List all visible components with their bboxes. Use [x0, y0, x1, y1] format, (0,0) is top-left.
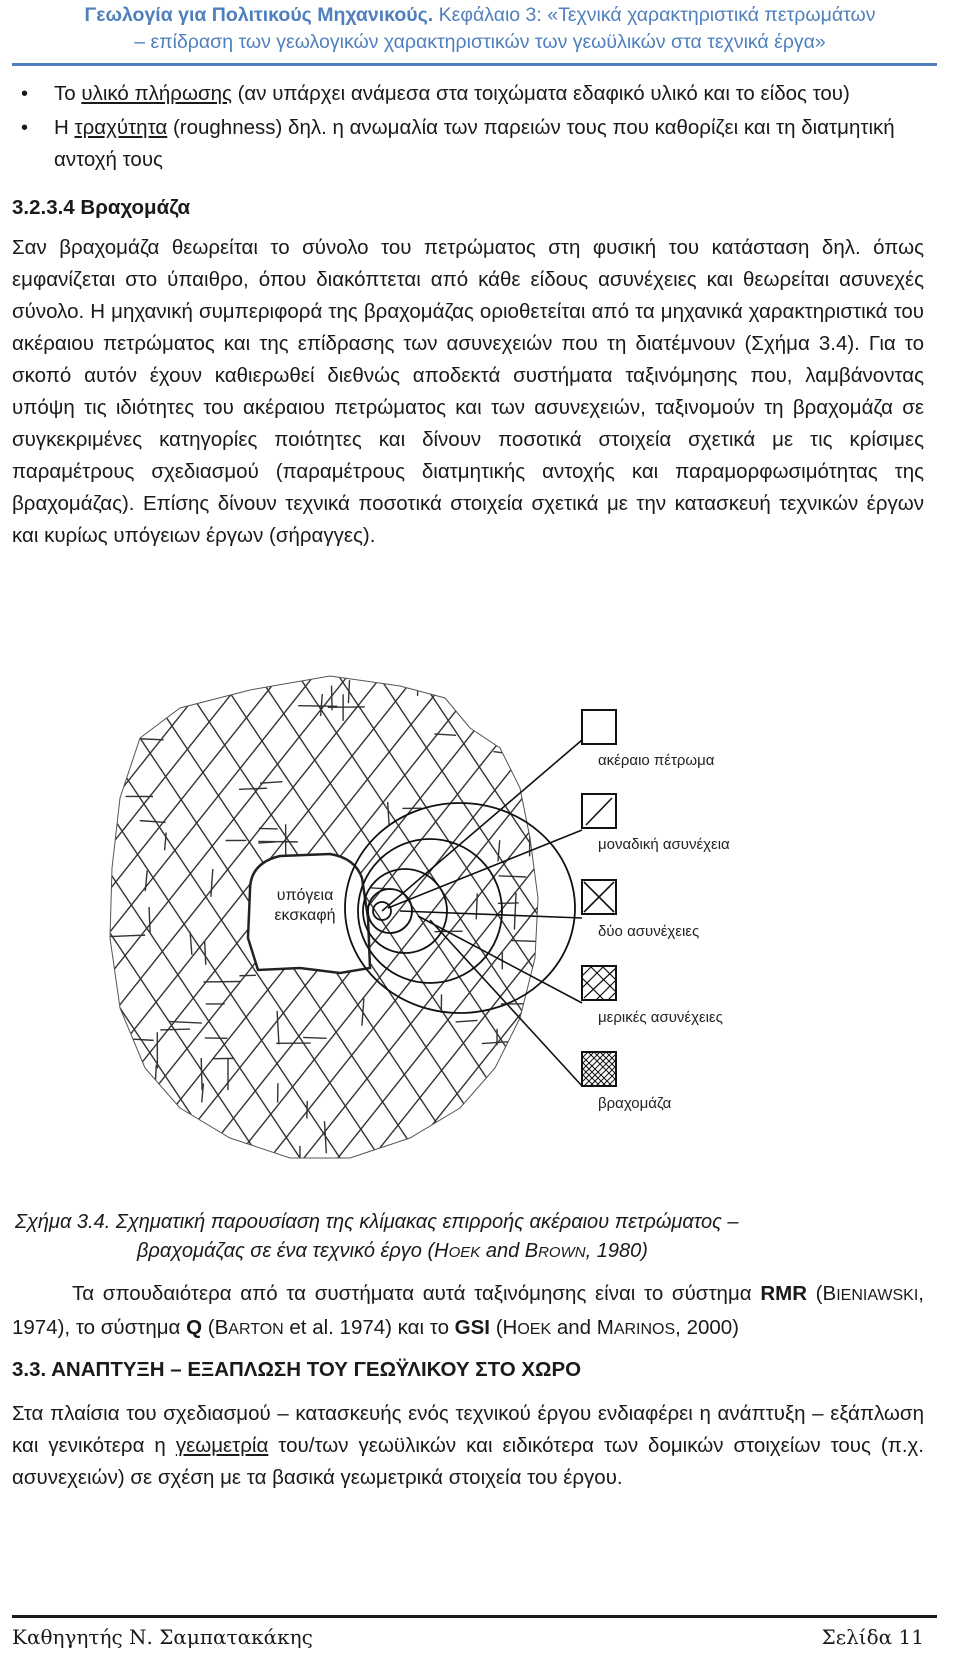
- caption-text: and: [480, 1240, 525, 1262]
- legend: [582, 710, 730, 1112]
- joint-line: [234, 1142, 235, 1172]
- caption-text: βραχομάζας σε ένα τεχνικό έργο (: [137, 1240, 435, 1262]
- q-term: Q: [186, 1316, 203, 1339]
- joint-line: [800, 668, 820, 1178]
- caption-author: ROWN: [538, 1244, 586, 1261]
- paragraph-classification: [12, 1278, 924, 1346]
- joint-line: [141, 692, 166, 693]
- joint-line: [139, 739, 163, 740]
- joint-line: [388, 802, 390, 826]
- bullet-list: [12, 78, 924, 176]
- author: B: [214, 1316, 229, 1339]
- joint-line: [324, 1121, 326, 1153]
- joint-line: [688, 668, 820, 1178]
- joint-line: [140, 821, 166, 823]
- joint-line: [100, 668, 132, 1178]
- excavation-label-1: υπόγεια: [276, 887, 334, 904]
- joint-line: [434, 734, 456, 735]
- text: and: [551, 1316, 597, 1339]
- main-content: [12, 78, 924, 552]
- joint-line: [100, 668, 166, 1178]
- legend-intact-rock: [582, 710, 715, 769]
- list-item: [12, 78, 924, 110]
- joint-line: [321, 694, 323, 716]
- link-filling-material[interactable]: υλικό πλήρωσης: [81, 82, 232, 105]
- author: ARINOS: [613, 1321, 676, 1338]
- legend-label: μερικές ασυνέχειες: [598, 1009, 723, 1026]
- bullet-text: (αν υπάρχει ανάμεσα στα τοιχώματα εδαφικό υλικό και το είδος του): [231, 82, 850, 105]
- legend-two-discontinuities: [582, 880, 699, 940]
- text: Τα σπουδαιότερα από τα συστήματα αυτά ταξινόμησης είναι το σύστημα: [72, 1282, 761, 1305]
- excavation-label-2: εκσκαφή: [274, 907, 336, 924]
- author: H: [502, 1316, 518, 1339]
- rock-mass-figure: [100, 668, 820, 1178]
- joint-line: [525, 1069, 526, 1094]
- joint-line: [512, 941, 552, 942]
- text: , 1974), το σύστημα: [12, 1282, 924, 1339]
- legend-rock-mass: [582, 1052, 672, 1112]
- joint-line: [178, 668, 608, 1178]
- gsi-term: GSI: [454, 1316, 490, 1339]
- joint-line: [400, 668, 760, 1178]
- legend-single-discontinuity: [582, 794, 730, 853]
- header-course: Γεωλογία για Πολιτικούς Μηχανικούς.: [84, 4, 434, 26]
- joint-line: [205, 942, 206, 965]
- joint-line: [145, 870, 147, 891]
- joint-line: [100, 668, 234, 1178]
- header-chapter: Κεφάλαιο 3: «Τεχνικά χαρακτηριστικά πετρωμάτων: [433, 4, 876, 26]
- joint-line: [135, 702, 137, 722]
- joint-line: [760, 668, 820, 1178]
- joint-line: [476, 893, 477, 919]
- paragraph-rock-mass: Σαν βραχομάζα θεωρείται το σύνολο του πετρώματος στη φυσική του κατάσταση δηλ. όπως εμφανίζεται στο ύπαιθρο, όπου διακόπτεται από κάθε είδους ασυνέχειες και θεωρείται ασυνεχές σύνολο. Η μηχανική συμπεριφορά της βραχομάζας οριοθετείται από τα μηχανικά χαρακτηριστικά του ακέραιου πετρώματος και της επίδρασης των ασυνεχειών που τη διατέμνουν (Σχήμα 3.4). Για το σκοπό αυτόν έχουν καθιερωθεί διεθνώς αποδεκτά συστήματα ταξινόμησης που, λαμβάνοντας υπόψη τις ιδιότητες του ακέραιου πετρώματος και των ασυνεχειών, ταξινομούν τη βραχομάζα σε συγκεκριμένες κατηγορίες ποιότητες και δίνουν ποσοτικά στοιχεία σχετικά με τις κρίσιμες παραμέτρους σχεδιασμού (παραμέτρους διατμητικής αντοχής και παραμορφωσιμότητας της βραχομάζας). Επίσης δίνουν τεχνικά ποσοτικά στοιχεία σχετικά με την κατασκευή τεχνικών έργων και κυρίως υπόγειων έργων (σήραγγες).: [12, 236, 924, 547]
- joint-line: [149, 907, 150, 932]
- legend-several-discontinuities: [582, 966, 723, 1026]
- joint-line: [179, 692, 217, 694]
- joint-line: [348, 680, 349, 703]
- legend-label: ακέραιο πέτρωμα: [598, 752, 715, 769]
- footer-page-number: Σελίδα 11: [821, 1625, 924, 1649]
- caption-author: OEK: [448, 1244, 481, 1261]
- paragraph-text: [12, 1278, 924, 1346]
- header-divider: [12, 63, 937, 66]
- link-geometry[interactable]: γεωμετρία: [175, 1434, 269, 1457]
- bullet-text: Το: [54, 82, 82, 105]
- joint-line: [418, 1149, 419, 1178]
- bullet-text: Η: [54, 116, 75, 139]
- joint-line: [720, 668, 820, 1178]
- joint-line: [127, 1039, 153, 1041]
- bullet-text: (roughness) δηλ. η ανωμαλία των παρειών τους που καθορίζει και τη διατμητική αντοχή τους: [54, 116, 895, 171]
- list-item: [12, 112, 924, 176]
- author: ARTON: [228, 1321, 284, 1338]
- author: OEK: [517, 1321, 552, 1338]
- joint-line: [331, 686, 332, 711]
- caption-line-2: [0, 1237, 960, 1267]
- joint-line: [277, 1011, 279, 1044]
- rmr-term: RMR: [760, 1282, 807, 1305]
- footer-author: Καθηγητής Ν. Σαμπατακάκης: [12, 1625, 313, 1649]
- joint-line: [514, 893, 516, 930]
- legend-label: βραχομάζα: [598, 1095, 672, 1112]
- legend-label: μοναδική ασυνέχεια: [598, 836, 730, 853]
- section-heading-3-3: 3.3. ΑΝΑΠΤΥΞΗ – ΕΞΑΠΛΩΣΗ ΤΟΥ ΓΕΩΫΛΙΚΟΥ ΣΤΟ ΧΩΡΟ: [12, 1358, 582, 1381]
- joint-line: [546, 996, 565, 997]
- figure-caption: [0, 1208, 960, 1267]
- caption-text: , 1980): [585, 1240, 648, 1262]
- joint-line: [680, 668, 820, 1178]
- joint-line: [348, 668, 778, 1178]
- rock-mass-joints: [100, 668, 820, 1178]
- joint-line: [418, 675, 419, 696]
- joint-line: [722, 668, 820, 1178]
- author: IENIAWSKI: [836, 1287, 919, 1304]
- joint-line: [362, 998, 364, 1025]
- caption-line-1: Σχήμα 3.4. Σχηματική παρουσίαση της κλίμακας επιρροής ακέραιου πετρώματος –: [15, 1211, 739, 1233]
- joint-line: [756, 668, 820, 1178]
- text: Στα πλαίσια του σχεδιασμού – κατασκευής ενός τεχνικού έργου ενδιαφέρει η ανάπτυξη – εξάπλωση και γενικότερα η: [12, 1402, 924, 1457]
- joint-line: [456, 1020, 478, 1021]
- author: M: [596, 1316, 614, 1339]
- text: του/των γεωϋλικών και ειδικότερα των δομικών στοιχείων τους (π.χ. ασυνεχειών) σε σχέση με τα βασικά γεωμετρικά στοιχεία του έργου.: [12, 1434, 924, 1489]
- joint-line: [154, 1065, 156, 1102]
- legend-label: δύο ασυνέχειες: [598, 923, 700, 940]
- text: (: [807, 1282, 823, 1305]
- joint-line: [211, 869, 213, 897]
- joint-line: [239, 975, 256, 976]
- joint-line: [160, 1029, 190, 1030]
- header-chapter-cont: – επίδραση των γεωλογικών χαρακτηριστικών των γεωϋλικών στα τεχνικά έργα»: [134, 31, 826, 53]
- paragraph-geometry: [12, 1398, 924, 1494]
- joint-line: [499, 876, 526, 877]
- joint-line: [536, 1131, 573, 1132]
- joint-line: [482, 1042, 511, 1044]
- joint-line: [239, 788, 267, 789]
- text: (: [490, 1316, 503, 1339]
- caption-author: B: [524, 1240, 539, 1262]
- footer-divider: [12, 1615, 937, 1618]
- text: , 2000): [675, 1316, 739, 1339]
- link-roughness[interactable]: τραχύτητα: [74, 116, 168, 139]
- page-header: [0, 2, 960, 56]
- caption-author: H: [434, 1240, 449, 1262]
- joint-line: [523, 713, 524, 737]
- text: et al. 1974) και το: [283, 1316, 455, 1339]
- joint-line: [201, 1058, 202, 1090]
- section-heading: 3.2.3.4 Βραχομάζα: [12, 196, 191, 219]
- joint-line: [493, 752, 508, 754]
- author: B: [822, 1282, 837, 1305]
- joint-line: [303, 1037, 326, 1038]
- joint-line: [790, 668, 820, 1178]
- joint-line: [102, 848, 104, 878]
- text: (: [202, 1316, 215, 1339]
